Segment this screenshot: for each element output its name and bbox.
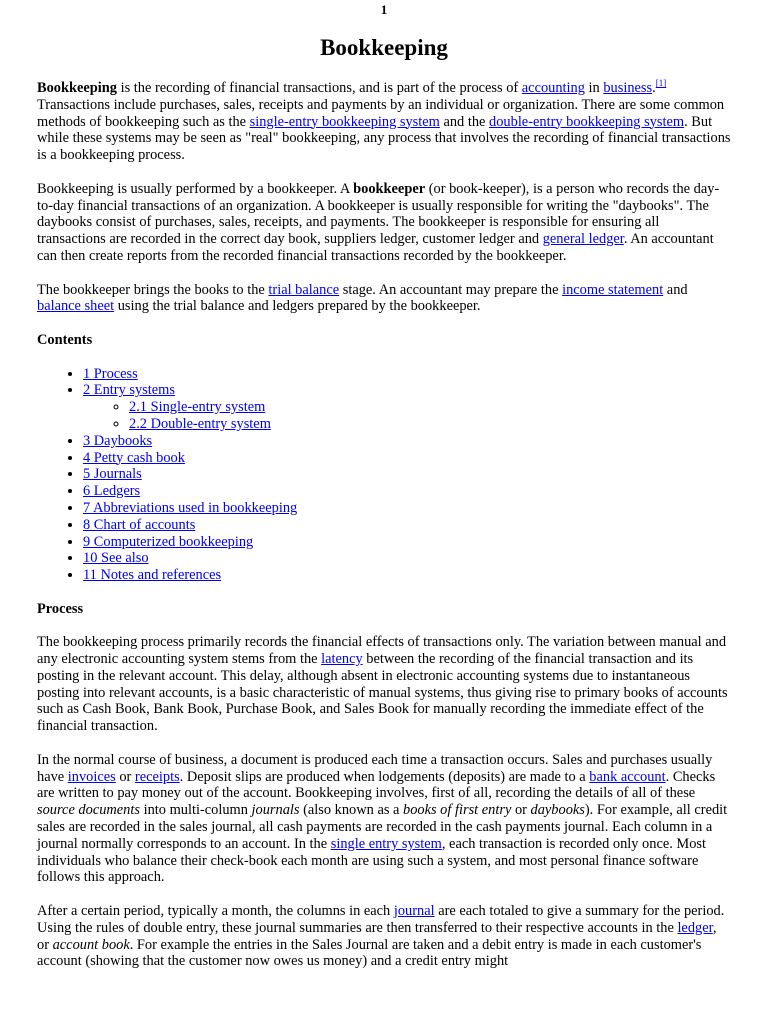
- toc-item: [83, 500, 731, 517]
- toc-subitem: [129, 416, 731, 433]
- process-heading: Process: [37, 600, 84, 617]
- table-of-contents: [37, 366, 731, 584]
- link-single-entry-bookkeeping-system[interactable]: single-entry bookkeeping system: [249, 113, 440, 130]
- link-single-entry-system[interactable]: single entry system: [330, 835, 442, 852]
- toc-link-process[interactable]: 1 Process: [83, 365, 138, 382]
- toc-link-notes-and-references[interactable]: 11 Notes and references: [83, 567, 222, 584]
- reference-1-link[interactable]: [1]: [655, 78, 667, 89]
- toc-item: [83, 433, 731, 450]
- link-accounting[interactable]: accounting: [521, 80, 585, 96]
- process-paragraph-1: The bookkeeping process primarily records the financial effects of transactions only. The variation between manual and any electronic accounting system stems from the latency between the recording of the financial transaction and its posting in the relevant account. This delay, although absent in electronic accounting systems due to instantaneous posting into relevant accounts, is a basic characteristic of manual systems, thus giving rise to primary books of accounts such as Cash Book, Bank Book, Purchase Book, and Sales Book for manually recording the immediate effect of the financial transaction.: [37, 634, 728, 735]
- term-bookkeeping: Bookkeeping: [37, 80, 117, 96]
- link-double-entry-bookkeeping-system[interactable]: double-entry bookkeeping system: [489, 113, 685, 130]
- link-income-statement[interactable]: income statement: [562, 281, 664, 298]
- emphasis-account-book: account book: [52, 936, 130, 953]
- toc-link-abbreviations[interactable]: 7 Abbreviations used in bookkeeping: [83, 499, 298, 516]
- toc-link-see-also[interactable]: 10 See also: [83, 550, 149, 567]
- intro-paragraph-3: The bookkeeper brings the books to the trial balance stage. An accountant may prepare the income statement and balance sheet using the trial balance and ledgers prepared by the bookkeeper.: [37, 281, 688, 315]
- link-trial-balance[interactable]: trial balance: [268, 281, 340, 298]
- contents-heading: Contents: [37, 331, 93, 348]
- emphasis-source-documents: source documents: [37, 802, 140, 819]
- toc-item: [83, 483, 731, 500]
- toc-item: [83, 382, 731, 432]
- toc-link-entry-systems[interactable]: 2 Entry systems: [83, 382, 175, 399]
- emphasis-books-of-first-entry: books of first entry: [403, 802, 512, 819]
- toc-sublist: [83, 399, 731, 433]
- toc-item: [83, 466, 731, 483]
- page-number: 1: [380, 2, 388, 17]
- process-paragraph-3: After a certain period, typically a month, the columns in each journal are each totaled to give a summary for the period. Using the rules of double entry, these journal summaries are then transferred to their respective accounts in the ledger, or account book. For example the entries in the Sales Journal are taken and a debit entry is made in each customer's account (showing that the customer now owes us money) and a credit entry might: [37, 903, 725, 970]
- emphasis-daybooks: daybooks: [530, 802, 585, 819]
- emphasis-journals: journals: [251, 802, 300, 819]
- toc-link-single-entry-system[interactable]: 2.1 Single-entry system: [129, 399, 266, 416]
- toc-link-ledgers[interactable]: 6 Ledgers: [83, 483, 141, 500]
- link-invoices[interactable]: invoices: [67, 768, 116, 785]
- toc-link-journals[interactable]: 5 Journals: [83, 466, 142, 483]
- toc-link-computerized-bookkeeping[interactable]: 9 Computerized bookkeeping: [83, 533, 254, 550]
- link-latency[interactable]: latency: [321, 651, 363, 668]
- link-general-ledger[interactable]: general ledger: [542, 231, 624, 248]
- toc-subitem: [129, 399, 731, 416]
- link-ledger[interactable]: ledger: [677, 919, 713, 936]
- toc-link-chart-of-accounts[interactable]: 8 Chart of accounts: [83, 516, 196, 533]
- intro-paragraph-1: Bookkeeping is the recording of financial transactions, and is part of the process of accounting in business.[1] Transactions include purchases, sales, receipts and payments by an individual or organization. There are some common methods of bookkeeping such as the single-entry bookkeeping system and the double-entry bookkeeping system. But while these systems may be seen as "real" bookkeeping, any process that involves the recording of financial transactions is a bookkeeping process.: [37, 78, 731, 164]
- process-paragraph-2: In the normal course of business, a document is produced each time a transaction occurs. Sales and purchases usually have invoices or receipts. Deposit slips are produced when lodgements (deposits) are made to a bank account. Checks are written to pay money out of the account. Bookkeeping involves, first of all, recording the details of all of these source documents into multi-column journals (also known as a books of first entry or daybooks). For example, all credit sales are recorded in the sales journal, all cash payments are recorded in the cash payments journal. Each column in a journal normally corresponds to an account. In the single entry system, each transaction is recorded only once. Most individuals who balance their check-book each month are using such a system, and most personal finance software follows this approach.: [37, 751, 728, 886]
- link-bank-account[interactable]: bank account: [589, 768, 666, 785]
- toc-item: [83, 550, 731, 567]
- toc-item: [83, 534, 731, 551]
- intro-paragraph-2: Bookkeeping is usually performed by a bookkeeper. A bookkeeper (or book-keeper), is a person who records the day-to-day financial transactions of an organization. A bookkeeper is usually responsible for writing the "daybooks". The daybooks consist of purchases, sales, receipts, and payments. The bookkeeper is responsible for ensuring all transactions are recorded in the correct day book, suppliers ledger, customer ledger and general ledger. An accountant can then create reports from the recorded financial transactions recorded by the bookkeeper.: [37, 180, 720, 264]
- link-receipts[interactable]: receipts: [134, 768, 180, 785]
- page-title: Bookkeeping: [320, 35, 448, 60]
- link-business[interactable]: business: [603, 80, 653, 96]
- article-body: [37, 80, 731, 987]
- toc-link-daybooks[interactable]: 3 Daybooks: [83, 432, 153, 449]
- toc-link-double-entry-system[interactable]: 2.2 Double-entry system: [129, 415, 271, 432]
- toc-link-petty-cash-book[interactable]: 4 Petty cash book: [83, 449, 185, 466]
- toc-item: [83, 450, 731, 467]
- link-journal[interactable]: journal: [393, 903, 435, 920]
- term-bookkeeper: bookkeeper: [353, 180, 426, 197]
- toc-item: [83, 517, 731, 534]
- toc-item: [83, 366, 731, 383]
- toc-item: [83, 567, 731, 584]
- link-balance-sheet[interactable]: balance sheet: [37, 298, 115, 315]
